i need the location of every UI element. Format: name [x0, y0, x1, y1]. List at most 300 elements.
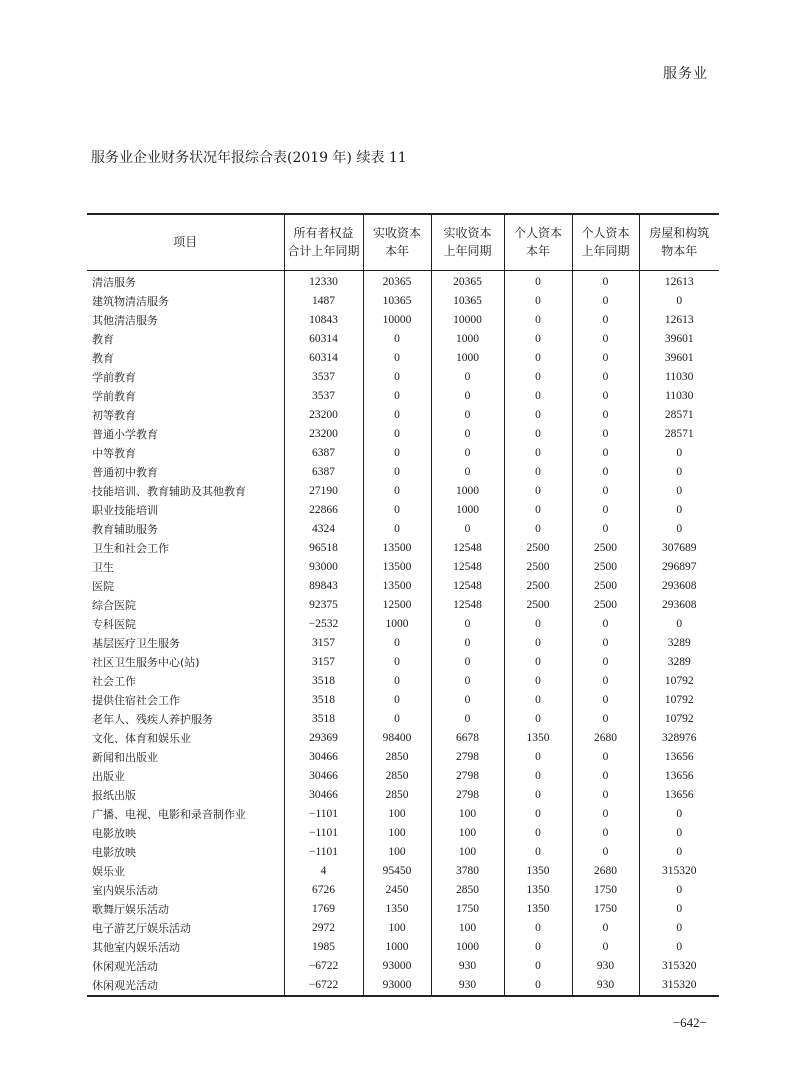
- table-cell-owner-equity-prev: 23200: [284, 425, 363, 444]
- row-label: 电子游艺厅娱乐活动: [92, 921, 191, 935]
- row-label: 电影放映: [92, 845, 136, 859]
- table-cell-paid-in-capital-current: 0: [363, 387, 431, 406]
- table-cell-personal-capital-current: 0: [504, 270, 572, 292]
- table-cell-personal-capital-prev: 0: [572, 406, 639, 425]
- table-cell-owner-equity-prev: 3518: [284, 710, 363, 729]
- table-cell-paid-in-capital-current: 0: [363, 463, 431, 482]
- table-cell-paid-in-capital-prev: 10365: [431, 292, 504, 311]
- table-row: [87, 748, 719, 767]
- table-cell-owner-equity-prev: 96518: [284, 539, 363, 558]
- table-cell-paid-in-capital-prev: 0: [431, 710, 504, 729]
- table-cell-paid-in-capital-prev: 2798: [431, 786, 504, 805]
- table-cell-buildings-current: 315320: [639, 862, 719, 881]
- table-cell-personal-capital-prev: 0: [572, 938, 639, 957]
- row-label: 社会工作: [92, 674, 136, 688]
- table-cell-personal-capital-current: 1350: [504, 729, 572, 748]
- column-header-item: [87, 214, 284, 270]
- table-row: [87, 387, 719, 406]
- data-table-container: [87, 213, 719, 997]
- table-cell-owner-equity-prev: 3518: [284, 672, 363, 691]
- table-body: [87, 270, 719, 996]
- table-row: [87, 539, 719, 558]
- table-cell-paid-in-capital-prev: 1000: [431, 938, 504, 957]
- table-cell-paid-in-capital-prev: 0: [431, 463, 504, 482]
- table-cell-personal-capital-current: 0: [504, 805, 572, 824]
- table-row: [87, 843, 719, 862]
- table-cell-owner-equity-prev: 22866: [284, 501, 363, 520]
- row-label: 专科医院: [92, 617, 136, 631]
- table-row: [87, 767, 719, 786]
- table-cell-buildings-current: 0: [639, 520, 719, 539]
- table-cell-paid-in-capital-prev: 12548: [431, 596, 504, 615]
- row-label: 休闲观光活动: [92, 959, 158, 973]
- table-cell-personal-capital-current: 0: [504, 387, 572, 406]
- table-cell-owner-equity-prev: 3537: [284, 387, 363, 406]
- table-cell-owner-equity-prev: −1101: [284, 843, 363, 862]
- table-cell-owner-equity-prev: 30466: [284, 786, 363, 805]
- table-cell-personal-capital-prev: 0: [572, 463, 639, 482]
- table-cell-personal-capital-current: 1350: [504, 900, 572, 919]
- table-cell-owner-equity-prev: 10843: [284, 311, 363, 330]
- table-cell-buildings-current: 0: [639, 900, 719, 919]
- row-label: 提供住宿社会工作: [92, 693, 180, 707]
- table-cell-buildings-current: 28571: [639, 406, 719, 425]
- table-cell-personal-capital-prev: 0: [572, 311, 639, 330]
- table-cell-personal-capital-prev: 0: [572, 330, 639, 349]
- table-row: [87, 501, 719, 520]
- table-cell-buildings-current: 10792: [639, 691, 719, 710]
- row-label: 卫生: [92, 560, 114, 574]
- table-cell-paid-in-capital-current: 100: [363, 824, 431, 843]
- table-cell-personal-capital-current: 0: [504, 824, 572, 843]
- table-cell-owner-equity-prev: 12330: [284, 270, 363, 292]
- table-cell-paid-in-capital-current: 0: [363, 330, 431, 349]
- row-label: 综合医院: [92, 598, 136, 612]
- table-cell-personal-capital-prev: 0: [572, 805, 639, 824]
- column-header-line: 个人资本: [581, 226, 630, 241]
- table-cell-personal-capital-current: 0: [504, 976, 572, 996]
- table-cell-paid-in-capital-prev: 100: [431, 843, 504, 862]
- table-cell-personal-capital-prev: 1750: [572, 881, 639, 900]
- table-row: [87, 938, 719, 957]
- table-row: [87, 710, 719, 729]
- row-label: 报纸出版: [92, 788, 136, 802]
- table-cell-personal-capital-prev: 2500: [572, 539, 639, 558]
- table-cell-personal-capital-current: 0: [504, 634, 572, 653]
- table-cell-buildings-current: 10792: [639, 672, 719, 691]
- table-cell-paid-in-capital-prev: 930: [431, 976, 504, 996]
- table-cell-paid-in-capital-current: 100: [363, 919, 431, 938]
- table-cell-personal-capital-current: 0: [504, 349, 572, 368]
- table-cell-personal-capital-current: 0: [504, 330, 572, 349]
- table-cell-buildings-current: 10792: [639, 710, 719, 729]
- table-cell-paid-in-capital-current: 0: [363, 482, 431, 501]
- table-cell-personal-capital-current: 0: [504, 482, 572, 501]
- table-cell-owner-equity-prev: −6722: [284, 976, 363, 996]
- table-cell-owner-equity-prev: 1487: [284, 292, 363, 311]
- row-label: 技能培训、教育辅助及其他教育: [92, 484, 246, 498]
- table-cell-paid-in-capital-current: 0: [363, 501, 431, 520]
- column-header-paid-in-capital-current: [363, 214, 431, 270]
- table-row: [87, 672, 719, 691]
- table-cell-owner-equity-prev: −1101: [284, 824, 363, 843]
- table-cell-personal-capital-prev: 0: [572, 672, 639, 691]
- column-header-line: 上年同期: [443, 244, 492, 259]
- table-title: 服务业企业财务状况年报综合表(2019 年) 续表 11: [91, 150, 407, 166]
- table-cell-paid-in-capital-prev: 1000: [431, 501, 504, 520]
- table-cell-paid-in-capital-current: 0: [363, 653, 431, 672]
- table-row: [87, 919, 719, 938]
- row-label: 娱乐业: [92, 864, 125, 878]
- table-row: [87, 824, 719, 843]
- column-header-line: 本年: [525, 244, 550, 259]
- table-cell-owner-equity-prev: 3157: [284, 653, 363, 672]
- table-cell-personal-capital-prev: 0: [572, 387, 639, 406]
- table-cell-paid-in-capital-prev: 0: [431, 634, 504, 653]
- table-cell-personal-capital-current: 2500: [504, 596, 572, 615]
- table-cell-buildings-current: 12613: [639, 270, 719, 292]
- table-cell-paid-in-capital-prev: 0: [431, 406, 504, 425]
- column-header-paid-in-capital-prev: [431, 214, 504, 270]
- table-cell-paid-in-capital-current: 0: [363, 520, 431, 539]
- row-label: 基层医疗卫生服务: [92, 636, 180, 650]
- table-cell-personal-capital-current: 0: [504, 672, 572, 691]
- column-header-personal-capital-current: [504, 214, 572, 270]
- table-cell-owner-equity-prev: 1769: [284, 900, 363, 919]
- table-row: [87, 349, 719, 368]
- column-header-line: 上年同期: [581, 244, 630, 259]
- table-cell-owner-equity-prev: 27190: [284, 482, 363, 501]
- table-cell-personal-capital-prev: 930: [572, 957, 639, 976]
- table-cell-personal-capital-prev: 2500: [572, 596, 639, 615]
- row-label: 卫生和社会工作: [92, 541, 169, 555]
- table-cell-paid-in-capital-prev: 0: [431, 444, 504, 463]
- row-label: 广播、电视、电影和录音制作业: [92, 807, 246, 821]
- row-label: 教育: [92, 351, 114, 365]
- row-label: 建筑物清洁服务: [92, 294, 169, 308]
- table-cell-owner-equity-prev: 6387: [284, 463, 363, 482]
- table-cell-buildings-current: 0: [639, 501, 719, 520]
- table-cell-paid-in-capital-prev: 100: [431, 824, 504, 843]
- table-cell-owner-equity-prev: −2532: [284, 615, 363, 634]
- table-cell-buildings-current: 0: [639, 292, 719, 311]
- table-cell-personal-capital-current: 0: [504, 653, 572, 672]
- table-cell-owner-equity-prev: 3157: [284, 634, 363, 653]
- table-row: [87, 270, 719, 292]
- table-cell-paid-in-capital-current: 0: [363, 425, 431, 444]
- column-header-owner-equity-prev: [284, 214, 363, 270]
- table-cell-personal-capital-prev: 0: [572, 270, 639, 292]
- table-cell-personal-capital-prev: 0: [572, 691, 639, 710]
- table-cell-personal-capital-prev: 0: [572, 824, 639, 843]
- table-row: [87, 805, 719, 824]
- table-cell-personal-capital-prev: 0: [572, 748, 639, 767]
- row-label: 老年人、残疾人养护服务: [92, 712, 213, 726]
- table-cell-buildings-current: 0: [639, 824, 719, 843]
- row-label: 普通初中教育: [92, 465, 158, 479]
- table-cell-personal-capital-current: 0: [504, 615, 572, 634]
- column-header-personal-capital-prev: [572, 214, 639, 270]
- table-cell-buildings-current: 315320: [639, 957, 719, 976]
- table-cell-personal-capital-prev: 1750: [572, 900, 639, 919]
- table-cell-personal-capital-prev: 930: [572, 976, 639, 996]
- table-cell-paid-in-capital-prev: 3780: [431, 862, 504, 881]
- table-cell-personal-capital-prev: 2500: [572, 577, 639, 596]
- table-cell-personal-capital-prev: 0: [572, 710, 639, 729]
- table-cell-paid-in-capital-prev: 0: [431, 653, 504, 672]
- table-row: [87, 482, 719, 501]
- table-cell-paid-in-capital-prev: 1750: [431, 900, 504, 919]
- row-label: 社区卫生服务中心(站): [92, 655, 200, 669]
- table-cell-buildings-current: 293608: [639, 577, 719, 596]
- table-cell-paid-in-capital-current: 12500: [363, 596, 431, 615]
- table-cell-paid-in-capital-current: 10000: [363, 311, 431, 330]
- table-row: [87, 976, 719, 996]
- row-label: 职业技能培训: [92, 503, 158, 517]
- table-cell-paid-in-capital-prev: 0: [431, 691, 504, 710]
- table-cell-paid-in-capital-current: 13500: [363, 558, 431, 577]
- column-header-buildings-current: [639, 214, 719, 270]
- table-cell-paid-in-capital-prev: 2850: [431, 881, 504, 900]
- table-row: [87, 463, 719, 482]
- table-cell-paid-in-capital-prev: 20365: [431, 270, 504, 292]
- table-cell-paid-in-capital-current: 100: [363, 843, 431, 862]
- row-label: 教育辅助服务: [92, 522, 158, 536]
- table-cell-paid-in-capital-current: 2450: [363, 881, 431, 900]
- table-cell-personal-capital-current: 0: [504, 520, 572, 539]
- table-cell-personal-capital-prev: 0: [572, 444, 639, 463]
- table-cell-personal-capital-prev: 0: [572, 653, 639, 672]
- table-row: [87, 881, 719, 900]
- table-cell-buildings-current: 296897: [639, 558, 719, 577]
- table-cell-personal-capital-current: 0: [504, 501, 572, 520]
- row-label: 其他室内娱乐活动: [92, 940, 180, 954]
- table-cell-paid-in-capital-current: 2850: [363, 786, 431, 805]
- table-cell-paid-in-capital-current: 93000: [363, 976, 431, 996]
- table-cell-buildings-current: 0: [639, 881, 719, 900]
- table-cell-personal-capital-prev: 2680: [572, 729, 639, 748]
- table-row: [87, 425, 719, 444]
- row-label: 出版业: [92, 769, 125, 783]
- table-cell-paid-in-capital-current: 2850: [363, 767, 431, 786]
- table-cell-personal-capital-current: 0: [504, 425, 572, 444]
- table-cell-buildings-current: 0: [639, 444, 719, 463]
- table-cell-paid-in-capital-current: 0: [363, 672, 431, 691]
- table-cell-paid-in-capital-current: 1000: [363, 615, 431, 634]
- table-cell-owner-equity-prev: 30466: [284, 767, 363, 786]
- table-cell-owner-equity-prev: 93000: [284, 558, 363, 577]
- table-cell-owner-equity-prev: 6387: [284, 444, 363, 463]
- table-cell-buildings-current: 307689: [639, 539, 719, 558]
- table-cell-personal-capital-current: 0: [504, 938, 572, 957]
- table-cell-paid-in-capital-prev: 12548: [431, 539, 504, 558]
- table-row: [87, 729, 719, 748]
- table-cell-personal-capital-current: 2500: [504, 539, 572, 558]
- table-cell-paid-in-capital-prev: 100: [431, 805, 504, 824]
- table-cell-paid-in-capital-prev: 12548: [431, 558, 504, 577]
- table-cell-owner-equity-prev: 29369: [284, 729, 363, 748]
- table-cell-paid-in-capital-prev: 1000: [431, 482, 504, 501]
- column-header-line: 房屋和构筑: [649, 226, 710, 241]
- table-cell-buildings-current: 39601: [639, 349, 719, 368]
- row-label: 普通小学教育: [92, 427, 158, 441]
- table-cell-paid-in-capital-prev: 1000: [431, 330, 504, 349]
- table-cell-personal-capital-prev: 0: [572, 292, 639, 311]
- row-label: 新闻和出版业: [92, 750, 158, 764]
- page-number: −642−: [672, 1015, 707, 1030]
- row-label: 文化、体育和娱乐业: [92, 731, 191, 745]
- table-cell-personal-capital-current: 0: [504, 786, 572, 805]
- table-cell-owner-equity-prev: 92375: [284, 596, 363, 615]
- table-cell-personal-capital-current: 0: [504, 691, 572, 710]
- table-cell-paid-in-capital-prev: 6678: [431, 729, 504, 748]
- table-cell-personal-capital-current: 0: [504, 748, 572, 767]
- table-cell-paid-in-capital-prev: 2798: [431, 767, 504, 786]
- table-cell-buildings-current: 0: [639, 805, 719, 824]
- table-cell-owner-equity-prev: 60314: [284, 349, 363, 368]
- row-label: 室内娱乐活动: [92, 883, 158, 897]
- row-label: 学前教育: [92, 370, 136, 384]
- table-cell-personal-capital-prev: 0: [572, 615, 639, 634]
- table-cell-paid-in-capital-prev: 0: [431, 387, 504, 406]
- table-cell-personal-capital-prev: 0: [572, 482, 639, 501]
- column-header-line: 物本年: [661, 244, 698, 259]
- table-cell-buildings-current: 0: [639, 938, 719, 957]
- table-cell-personal-capital-current: 1350: [504, 881, 572, 900]
- table-cell-personal-capital-prev: 0: [572, 843, 639, 862]
- table-cell-paid-in-capital-current: 95450: [363, 862, 431, 881]
- table-cell-buildings-current: 11030: [639, 387, 719, 406]
- table-row: [87, 444, 719, 463]
- table-cell-personal-capital-prev: 2500: [572, 558, 639, 577]
- table-cell-personal-capital-current: 0: [504, 292, 572, 311]
- running-head: 服务业: [663, 66, 708, 82]
- row-label: 电影放映: [92, 826, 136, 840]
- table-row: [87, 786, 719, 805]
- table-row: [87, 900, 719, 919]
- table-cell-personal-capital-current: 0: [504, 767, 572, 786]
- table-cell-buildings-current: 13656: [639, 767, 719, 786]
- table-cell-owner-equity-prev: 6726: [284, 881, 363, 900]
- table-cell-owner-equity-prev: 60314: [284, 330, 363, 349]
- column-header-line: 合计上年同期: [287, 244, 360, 259]
- table-cell-paid-in-capital-current: 13500: [363, 539, 431, 558]
- table-cell-owner-equity-prev: 2972: [284, 919, 363, 938]
- table-row: [87, 520, 719, 539]
- table-row: [87, 653, 719, 672]
- table-cell-owner-equity-prev: 4: [284, 862, 363, 881]
- table-cell-paid-in-capital-prev: 0: [431, 425, 504, 444]
- table-cell-personal-capital-current: 0: [504, 406, 572, 425]
- table-cell-buildings-current: 315320: [639, 976, 719, 996]
- table-cell-buildings-current: 293608: [639, 596, 719, 615]
- table-cell-personal-capital-prev: 0: [572, 520, 639, 539]
- column-header-line: 本年: [384, 244, 409, 259]
- table-cell-owner-equity-prev: 3518: [284, 691, 363, 710]
- table-cell-paid-in-capital-current: 0: [363, 349, 431, 368]
- table-cell-personal-capital-prev: 0: [572, 501, 639, 520]
- table-row: [87, 691, 719, 710]
- table-cell-paid-in-capital-current: 0: [363, 691, 431, 710]
- row-label: 清洁服务: [92, 275, 136, 289]
- row-label: 教育: [92, 332, 114, 346]
- column-header-line: 实收资本: [443, 226, 492, 241]
- table-cell-paid-in-capital-prev: 930: [431, 957, 504, 976]
- table-cell-personal-capital-current: 0: [504, 368, 572, 387]
- table-cell-buildings-current: 39601: [639, 330, 719, 349]
- table-cell-personal-capital-prev: 0: [572, 634, 639, 653]
- table-cell-buildings-current: 328976: [639, 729, 719, 748]
- table-cell-buildings-current: 0: [639, 482, 719, 501]
- table-row: [87, 957, 719, 976]
- table-cell-buildings-current: 0: [639, 919, 719, 938]
- table-row: [87, 330, 719, 349]
- table-cell-paid-in-capital-current: 0: [363, 368, 431, 387]
- table-row: [87, 615, 719, 634]
- table-cell-owner-equity-prev: 4324: [284, 520, 363, 539]
- table-cell-owner-equity-prev: 1985: [284, 938, 363, 957]
- table-row: [87, 311, 719, 330]
- table-cell-paid-in-capital-current: 2850: [363, 748, 431, 767]
- table-cell-personal-capital-current: 0: [504, 710, 572, 729]
- table-cell-personal-capital-prev: 0: [572, 368, 639, 387]
- table-cell-personal-capital-current: 0: [504, 919, 572, 938]
- table-cell-personal-capital-current: 2500: [504, 577, 572, 596]
- table-row: [87, 577, 719, 596]
- table-cell-paid-in-capital-current: 0: [363, 710, 431, 729]
- table-cell-personal-capital-current: 2500: [504, 558, 572, 577]
- table-cell-personal-capital-current: 0: [504, 957, 572, 976]
- table-cell-owner-equity-prev: 30466: [284, 748, 363, 767]
- table-cell-paid-in-capital-current: 100: [363, 805, 431, 824]
- table-cell-personal-capital-current: 0: [504, 444, 572, 463]
- table-cell-paid-in-capital-prev: 100: [431, 919, 504, 938]
- table-row: [87, 862, 719, 881]
- table-cell-buildings-current: 0: [639, 463, 719, 482]
- table-cell-owner-equity-prev: 89843: [284, 577, 363, 596]
- row-label: 休闲观光活动: [87, 976, 284, 996]
- table-cell-paid-in-capital-prev: 0: [431, 368, 504, 387]
- table-cell-paid-in-capital-current: 98400: [363, 729, 431, 748]
- row-label: 初等教育: [92, 408, 136, 422]
- row-label: 学前教育: [92, 389, 136, 403]
- table-row: [87, 558, 719, 577]
- table-cell-personal-capital-prev: 0: [572, 425, 639, 444]
- table-cell-paid-in-capital-current: 0: [363, 406, 431, 425]
- table-cell-owner-equity-prev: −1101: [284, 805, 363, 824]
- data-table: [87, 213, 719, 997]
- table-cell-owner-equity-prev: 3537: [284, 368, 363, 387]
- table-cell-paid-in-capital-prev: 12548: [431, 577, 504, 596]
- table-cell-owner-equity-prev: 23200: [284, 406, 363, 425]
- table-cell-paid-in-capital-prev: 2798: [431, 748, 504, 767]
- table-cell-personal-capital-prev: 0: [572, 786, 639, 805]
- table-cell-paid-in-capital-current: 20365: [363, 270, 431, 292]
- table-cell-personal-capital-prev: 2680: [572, 862, 639, 881]
- row-label: 医院: [92, 579, 114, 593]
- table-cell-paid-in-capital-current: 1350: [363, 900, 431, 919]
- table-cell-buildings-current: 3289: [639, 634, 719, 653]
- column-header-line: 个人资本: [513, 226, 562, 241]
- table-cell-personal-capital-prev: 0: [572, 919, 639, 938]
- table-cell-paid-in-capital-current: 0: [363, 444, 431, 463]
- table-header-row: [87, 214, 719, 270]
- table-cell-buildings-current: 13656: [639, 786, 719, 805]
- table-cell-buildings-current: 0: [639, 843, 719, 862]
- table-cell-personal-capital-current: 1350: [504, 862, 572, 881]
- table-cell-paid-in-capital-prev: 1000: [431, 349, 504, 368]
- table-cell-buildings-current: 13656: [639, 748, 719, 767]
